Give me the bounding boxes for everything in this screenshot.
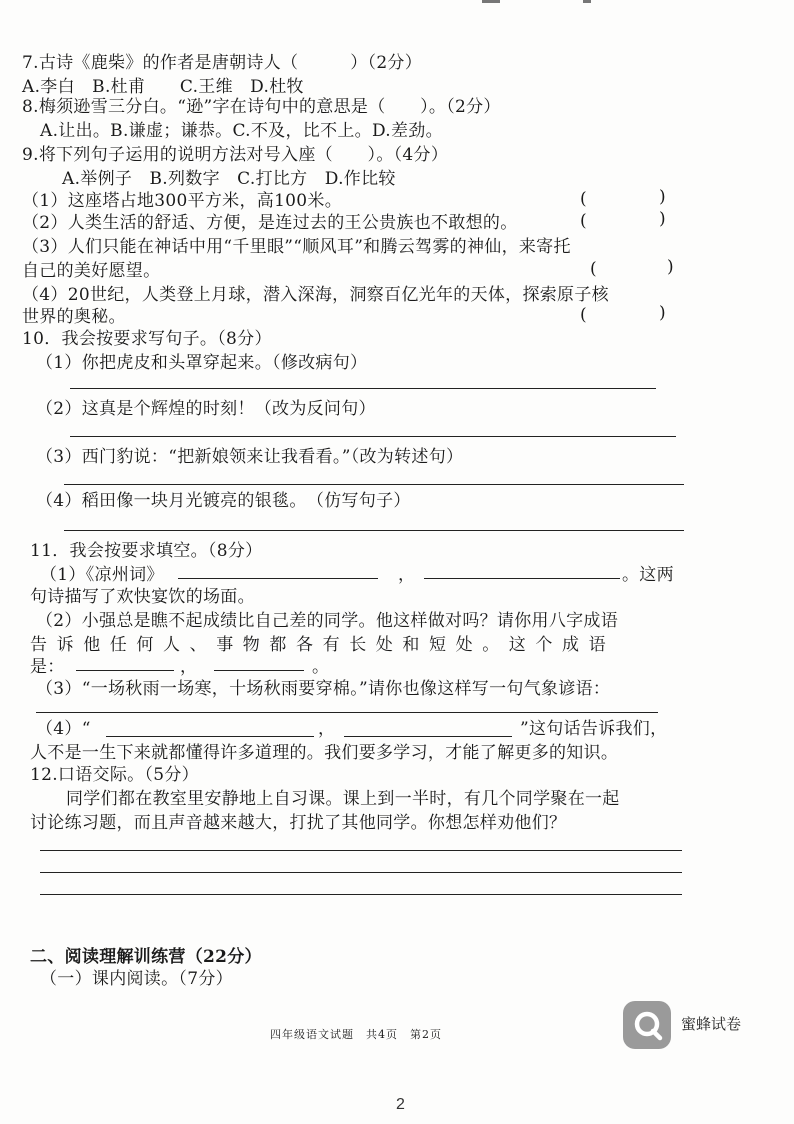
q11-part4-line2: 人不是一生下来就都懂得许多道理的。我们要多学习，才能了解更多的知识。 xyxy=(30,743,619,763)
q12-prompt-line1: 同学们都在教室里安静地上自习课。课上到一半时，有几个同学聚在一起 xyxy=(66,789,620,809)
q11-part2-prefix: 是： xyxy=(30,657,65,677)
answer-line xyxy=(70,388,656,389)
q11-part2-comma: ， xyxy=(180,657,198,677)
answer-line xyxy=(40,872,682,873)
q9-answer-paren-open: ( xyxy=(580,189,587,209)
scan-mark xyxy=(482,0,500,3)
answer-line xyxy=(64,484,684,485)
search-q-icon xyxy=(623,1001,671,1049)
page-number: 2 xyxy=(396,1096,405,1113)
q9-item-2: （2）人类生活的舒适、方便，是连过去的王公贵族也不敢想的。 xyxy=(22,213,518,233)
page-footer: 四年级语文试题 共4页 第2页 xyxy=(270,1028,442,1041)
q11-part4-open: （4）“ xyxy=(36,719,91,739)
q9-item-1: （1）这座塔占地300平方米，高100米。 xyxy=(22,191,343,211)
q11-stem: 11．我会按要求填空。（8分） xyxy=(30,541,263,561)
q9-answer-paren-open: ( xyxy=(580,211,587,231)
q11-part2-line1: （2）小强总是瞧不起成绩比自己差的同学。他这样做对吗？请你用八字成语 xyxy=(36,611,619,631)
fill-blank xyxy=(36,712,658,713)
answer-line xyxy=(70,436,676,437)
q12-stem: 12.口语交际。（5分） xyxy=(30,765,199,785)
q8-options: A.让出。B.谦虚；谦恭。C.不及，比不上。D.差劲。 xyxy=(40,121,443,141)
q11-part3: （3）“一场秋雨一场寒，十场秋雨要穿棉。”请你也像这样写一句气象谚语： xyxy=(36,679,611,699)
q10-item-4: （4）稻田像一块月光镀亮的银毯。 （仿写句子） xyxy=(36,491,411,511)
answer-line xyxy=(40,850,682,851)
q9-item-4-line2: 世界的奥秘。 xyxy=(22,307,126,327)
fill-blank xyxy=(178,578,378,579)
answer-line xyxy=(40,894,682,895)
q12-prompt-line2: 讨论练习题，而且声音越来越大，打扰了其他同学。你想怎样劝他们？ xyxy=(30,813,567,833)
scan-mark xyxy=(583,0,591,3)
fill-blank xyxy=(76,670,174,671)
q11-part1-prefix: （1）《凉州词》 xyxy=(40,565,164,585)
q9-answer-paren-close: ) xyxy=(667,257,674,277)
q10-item-2: （2）这真是个辉煌的时刻！（改为反问句） xyxy=(36,399,376,419)
q9-answer-paren-close: ) xyxy=(659,303,666,323)
q11-part1-suffix: 。这两 xyxy=(622,565,674,585)
fill-blank xyxy=(214,670,304,671)
logo-text: 蜜蜂试卷 xyxy=(681,1016,742,1033)
fill-blank xyxy=(106,736,314,737)
q11-part1-line2: 句诗描写了欢快宴饮的场面。 xyxy=(30,587,255,607)
q11-part2-line2: 告诉他任何人、事物都各有长处和短处。这个成语 xyxy=(30,635,616,655)
q11-part4-comma: ， xyxy=(318,719,336,739)
q9-item-3-line2: 自己的美好愿望。 xyxy=(22,261,161,281)
q7-stem: 7.古诗《鹿柴》的作者是唐朝诗人（ ）（2分） xyxy=(22,53,423,73)
q10-item-1: （1）你把虎皮和头罩穿起来。（修改病句） xyxy=(36,353,368,373)
q9-answer-paren-close: ) xyxy=(659,209,666,229)
q8-stem: 8.梅须逊雪三分白。“逊”字在诗句中的意思是（ ）。（2分） xyxy=(22,97,501,117)
fill-blank xyxy=(344,736,512,737)
q9-answer-paren-open: ( xyxy=(580,305,587,325)
q11-part2-end: 。 xyxy=(312,657,330,677)
q10-stem: 10．我会按要求写句子。（8分） xyxy=(22,329,272,349)
q9-item-4-line1: （4）20世纪，人类登上月球，潜入深海，洞察百亿光年的天体，探索原子核 xyxy=(22,285,609,305)
q9-stem: 9.将下列句子运用的说明方法对号入座（ ）。（4分） xyxy=(22,145,449,165)
q7-options: A.李白 B.杜甫 C.王维 D.杜牧 xyxy=(22,77,304,97)
fill-blank xyxy=(424,578,620,579)
q10-item-3: （3）西门豹说：“把新娘领来让我看看。”（改为转述句） xyxy=(36,447,464,467)
section-title: 二、阅读理解训练营（22分） xyxy=(30,947,262,967)
q9-options: A.举例子 B.列数字 C.打比方 D.作比较 xyxy=(62,169,396,189)
q11-part4-close: ”这句话告诉我们， xyxy=(520,719,668,739)
q9-item-3-line1: （3）人们只能在神话中用“千里眼”“顺风耳”和腾云驾雾的神仙，来寄托 xyxy=(22,237,571,257)
q11-part1-comma: ， xyxy=(398,565,416,585)
q9-answer-paren-open: ( xyxy=(590,259,597,279)
logo-mark xyxy=(623,1001,671,1049)
answer-line xyxy=(64,530,684,531)
q9-answer-paren-close: ) xyxy=(659,187,666,207)
section-subtitle: （一）课内阅读。（7分） xyxy=(40,969,233,989)
